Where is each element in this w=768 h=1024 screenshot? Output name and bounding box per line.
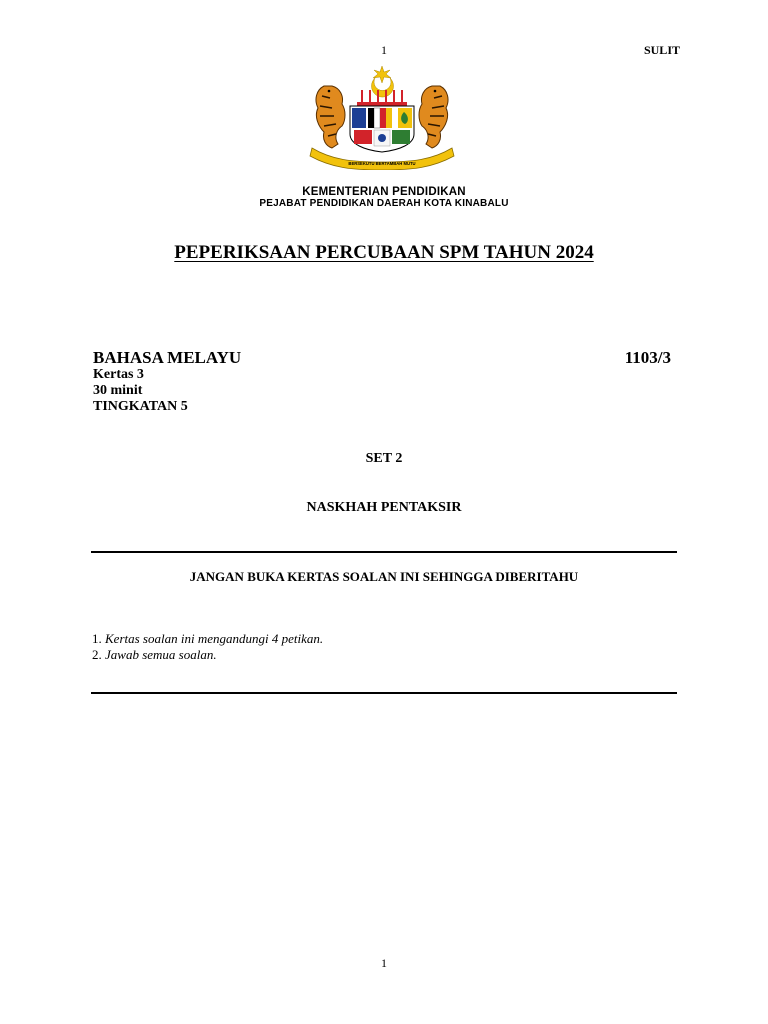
page-number-top: 1 (381, 43, 387, 57)
paper-code: 1103/3 (624, 348, 671, 367)
coat-of-arms-graphic (302, 64, 462, 170)
ministry-name: KEMENTERIAN PENDIDIKAN (302, 186, 466, 198)
instruction-number: 1. (92, 631, 102, 646)
instruction-text: Kertas soalan ini mengandungi 4 petikan. (105, 631, 324, 646)
page-number-bottom: 1 (381, 956, 387, 970)
district-office-name: PEJABAT PENDIDIKAN DAERAH KOTA KINABALU (259, 198, 509, 209)
tiger-left (316, 86, 345, 148)
set-label: SET 2 (365, 451, 403, 466)
classification-label: SULIT (643, 43, 680, 57)
crest-motto-text: BERSEKUTU BERTAMBAH MUTU (348, 161, 416, 166)
form-level-label: TINGKATAN 5 (93, 399, 188, 414)
instruction-item (92, 647, 217, 663)
paper-label: Kertas 3 (93, 367, 144, 382)
duration-label: 30 minit (93, 383, 143, 398)
instruction-number: 2. (92, 647, 102, 662)
copy-type-label: NASKHAH PENTAKSIR (306, 500, 462, 515)
instruction-item (92, 631, 323, 647)
warning-notice: JANGAN BUKA KERTAS SOALAN INI SEHINGGA DIBERITAHU (189, 569, 579, 584)
exam-title: PEPERIKSAAN PERCUBAAN SPM TAHUN 2024 (174, 242, 594, 263)
subject-name: BAHASA MELAYU (93, 348, 242, 367)
coat-of-arms-emblem (302, 64, 462, 170)
instruction-text: Jawab semua soalan. (105, 647, 217, 662)
divider-bottom (91, 692, 677, 694)
tiger-right (419, 86, 448, 148)
divider-top (91, 551, 677, 553)
